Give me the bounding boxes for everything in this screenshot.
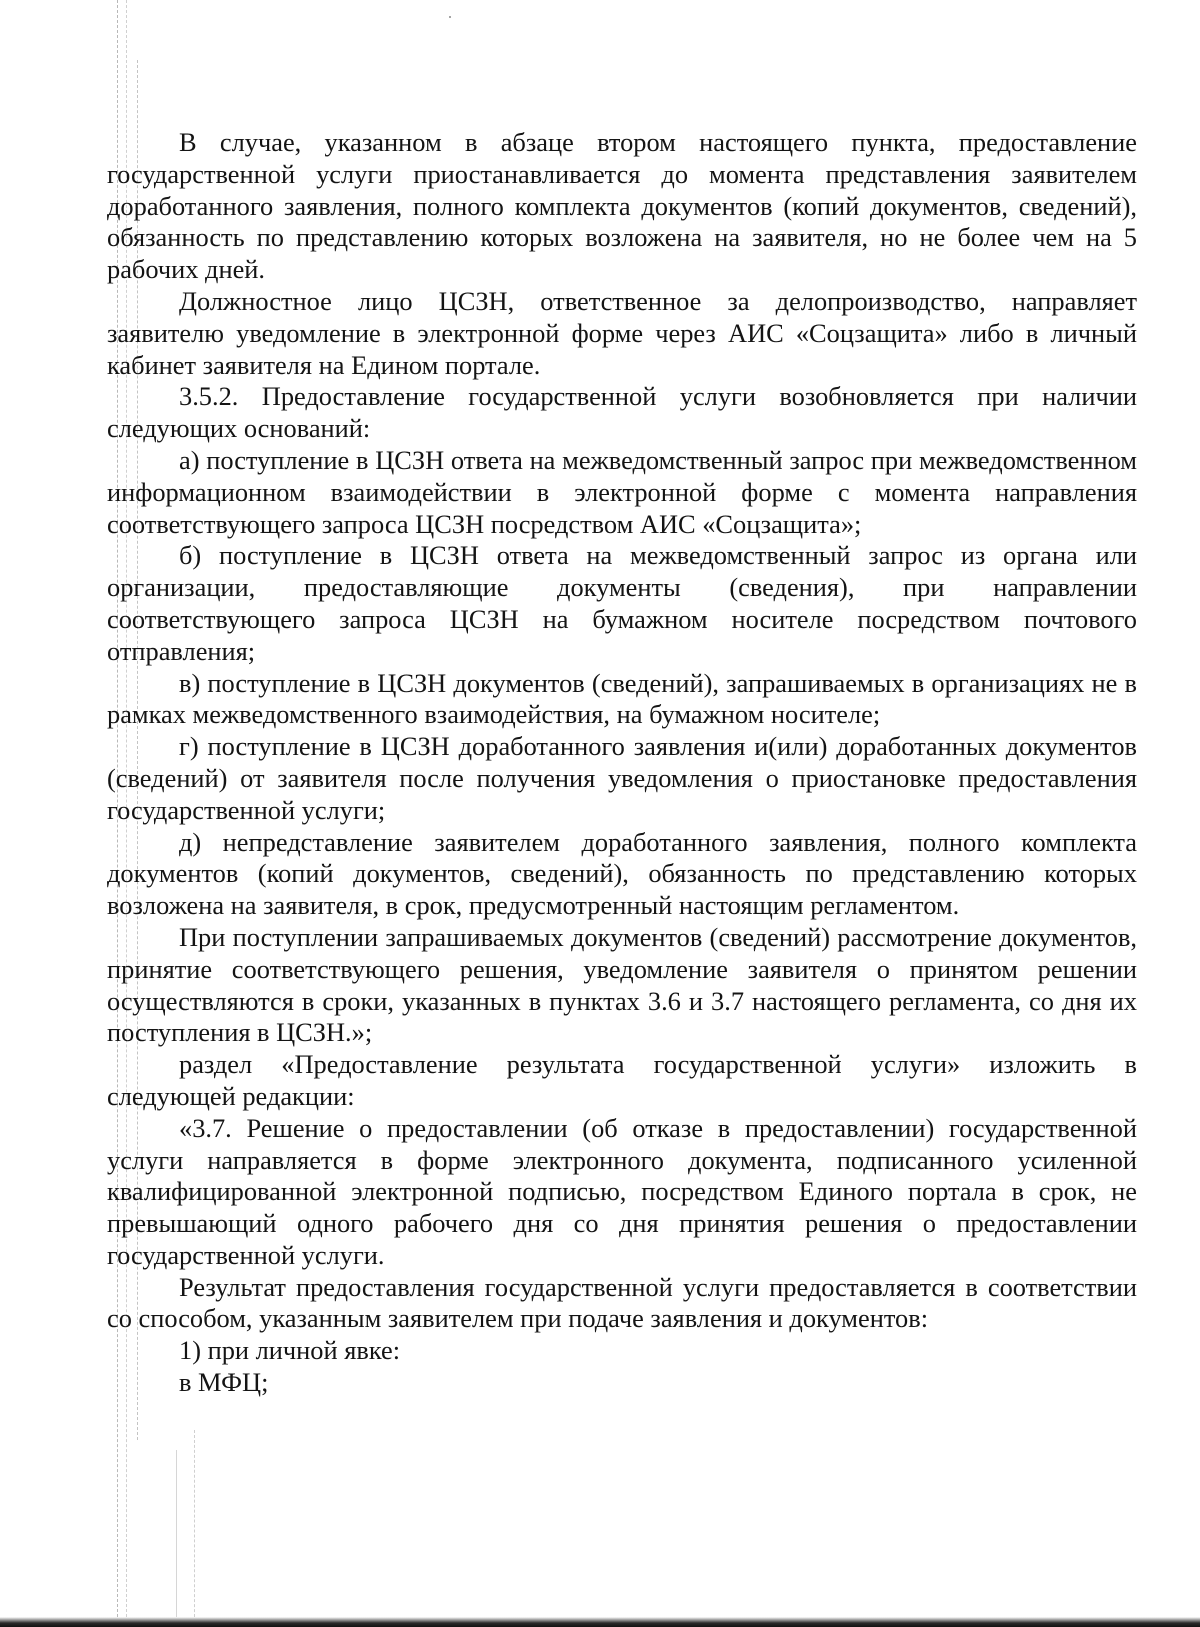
paragraph-item-a: а) поступление в ЦСЗН ответа на межведомственный запрос при межведомственном информационном взаимодействии в электронной форме с момента направления соответствующего запроса ЦСЗН посредством АИС «Соцзащита»;: [107, 444, 1137, 539]
paragraph-item-b: б) поступление в ЦСЗН ответа на межведомственный запрос из органа или организации, предоставляющие документы (сведения), при направлении соответствующего запроса ЦСЗН на бумажном носителе посредством почтового отправления;: [107, 540, 1137, 666]
scan-artifact-line: [194, 1430, 195, 1627]
document-body: [107, 127, 1137, 1399]
paragraph-upon-receipt: При поступлении запрашиваемых документов (сведений) рассмотрение документов, принятие соответствующего решения, уведомление заявителя о принятом решении осуществляются в сроки, указанных в пунктах 3.6 и 3.7 настоящего регламента, со дня их поступления в ЦСЗН.»;: [107, 921, 1137, 1048]
scan-bottom-edge: [0, 1617, 1200, 1627]
paragraph-result: Результат предоставления государственной услуги предоставляется в соответствии со способом, указанным заявителем при подаче заявления и документов:: [107, 1271, 1137, 1334]
paragraph-3-7: «3.7. Решение о предоставлении (об отказе в предоставлении) государственной услуги направляется в форме электронного документа, подписанного усиленной квалифицированной электронной подписью, посредством Единого портала в срок, не превышающий одного рабочего дня со дня принятия решения о предоставлении государственной услуги.: [107, 1112, 1137, 1270]
paragraph-item-g: г) поступление в ЦСЗН доработанного заявления и(или) доработанных документов (сведений) от заявителя после получения уведомления о приостановке предоставления государственной услуги;: [107, 731, 1137, 825]
paragraph-notification: Должностное лицо ЦСЗН, ответственное за делопроизводство, направляет заявителю уведомление в электронной форме через АИС «Соцзащита» либо в личный кабинет заявителя на Едином портале.: [107, 285, 1137, 380]
paragraph-suspension-case: В случае, указанном в абзаце втором настоящего пункта, предоставление государственной услуги приостанавливается до момента представления заявителем доработанного заявления, полного комплекта документов (копий документов, сведений), обязанность по представлению которых возложена на заявителя, но не более чем на 5 рабочих дней.: [107, 127, 1137, 285]
paragraph-item-v: в) поступление в ЦСЗН документов (сведений), запрашиваемых в организациях не в рамках межведомственного взаимодействия, на бумажном носителе;: [107, 667, 1137, 730]
scan-artifact-line: [176, 1450, 177, 1627]
paragraph-section-amendment: раздел «Предоставление результата государственной услуги» изложить в следующей редакции:: [107, 1049, 1137, 1111]
paragraph-mfc: в МФЦ;: [179, 1367, 269, 1398]
paragraph-item-1: 1) при личной явке:: [179, 1335, 401, 1366]
paragraph-item-d: д) непредставление заявителем доработанного заявления, полного комплекта документов (копий документов, сведений), обязанность по представлению которых возложена на заявителя, в срок, предусмотренный настоящим регламентом.: [107, 826, 1137, 921]
scan-speck: [449, 16, 451, 18]
paragraph-3-5-2: 3.5.2. Предоставление государственной услуги возобновляется при наличии следующих оснований:: [107, 381, 1137, 444]
